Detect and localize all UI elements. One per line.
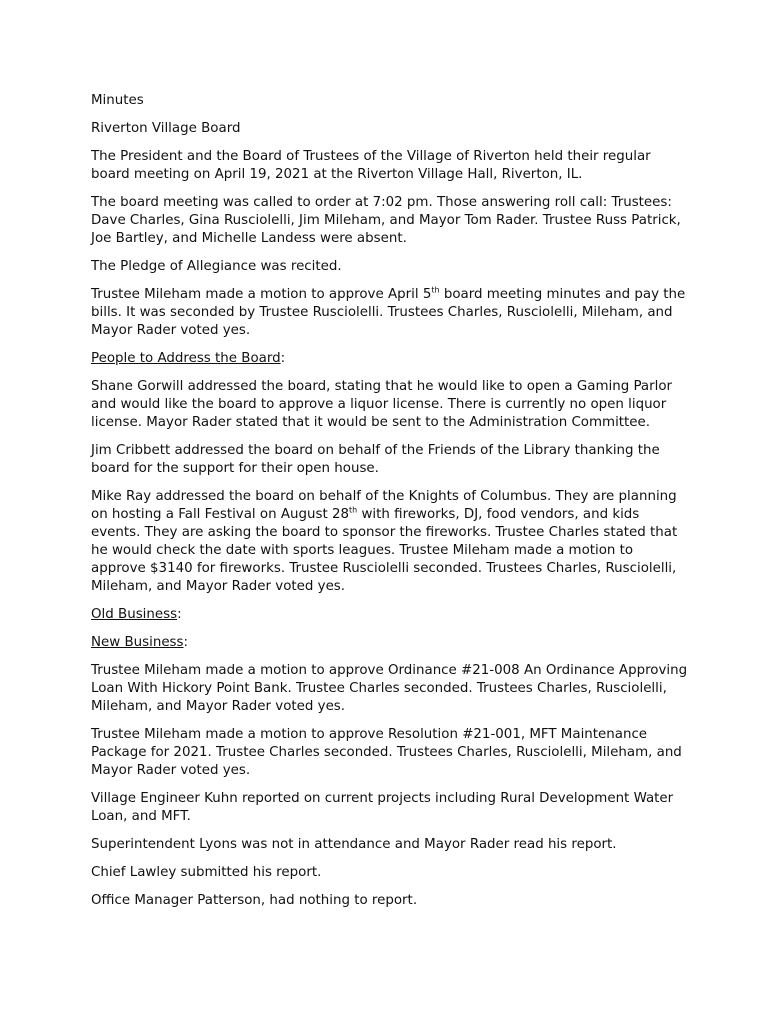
ray-text-2: with fireworks, DJ, food vendors, and kids events. They are asking the board to sponsor the fireworks. Trustee Charles stated that he would check the date with sports leagues. Trustee Mileham made a motion to approve $3140 for fireworks. Trustee Rusciolelli seconded. Trustees Charles, Rusciolelli, Mileham, and Mayor Rader voted yes. (91, 507, 678, 594)
minutes-motion-paragraph (91, 286, 691, 340)
minutes-document (91, 92, 691, 920)
engineer-paragraph: Village Engineer Kuhn reported on current projects including Rural Development Water Loan, and MFT. (91, 791, 674, 824)
new-business-colon: : (183, 635, 189, 650)
superintendent-paragraph: Superintendent Lyons was not in attendance and Mayor Rader read his report. (91, 837, 617, 852)
ray-text-1: Mike Ray addressed the board on behalf of the Knights of Columbus. They are planning on hosting a Fall Festival on August 28 (91, 489, 677, 522)
minutes-motion-text-2: board meeting minutes and pay the bills. It was seconded by Trustee Rusciolelli. Trustees Charles, Rusciolelli, Mileham, and Mayor Rader voted yes. (91, 287, 686, 338)
old-business-colon: : (177, 607, 182, 622)
people-heading-colon: : (280, 351, 286, 366)
resolution-paragraph: Trustee Mileham made a motion to approve Resolution #21-001, MFT Maintenance Package for 2021. Trustee Charles seconded. Trustees Charles, Rusciolelli, Mileham, and Mayor Rader voted yes. (91, 727, 682, 778)
board-name: Riverton Village Board (91, 121, 241, 136)
ray-paragraph (91, 488, 691, 596)
minutes-motion-text-1: Trustee Mileham made a motion to approve April 5 (91, 287, 432, 302)
pledge-paragraph: The Pledge of Allegiance was recited. (91, 259, 342, 274)
gorwill-paragraph: Shane Gorwill addressed the board, stating that he would like to open a Gaming Parlor and would like the board to approve a liquor license. There is currently no open liquor license. Mayor Rader stated that it would be sent to the Administration Committee. (91, 379, 673, 430)
cribbett-paragraph: Jim Cribbett addressed the board on behalf of the Friends of the Library thanking the board for the support for their open house. (91, 443, 660, 476)
old-business-heading-text: Old Business (91, 607, 178, 622)
people-section-heading (91, 350, 691, 368)
intro-paragraph: The President and the Board of Trustees of the Village of Riverton held their regular board meeting on April 19, 2021 at the Riverton Village Hall, Riverton, IL. (91, 149, 651, 182)
office-manager-paragraph: Office Manager Patterson, had nothing to report. (91, 893, 418, 908)
old-business-heading (91, 606, 691, 624)
roll-call-paragraph: The board meeting was called to order at 7:02 pm. Those answering roll call: Trustees: Dave Charles, Gina Rusciolelli, Jim Mileham, and Mayor Tom Rader. Trustee Russ Patrick, Joe Bartley, and Michelle Landess were absent. (91, 195, 681, 246)
new-business-heading (91, 634, 691, 652)
ordinance-paragraph: Trustee Mileham made a motion to approve Ordinance #21-008 An Ordinance Approving Loan With Hickory Point Bank. Trustee Charles seconded. Trustees Charles, Rusciolelli, Mileham, and Mayor Rader voted yes. (91, 663, 688, 714)
minutes-motion-ordinal: th (431, 285, 440, 295)
people-heading-text: People to Address the Board (91, 351, 281, 366)
chief-paragraph: Chief Lawley submitted his report. (91, 865, 322, 880)
document-title: Minutes (91, 93, 144, 108)
ray-ordinal: th (349, 505, 358, 515)
new-business-heading-text: New Business (91, 635, 184, 650)
